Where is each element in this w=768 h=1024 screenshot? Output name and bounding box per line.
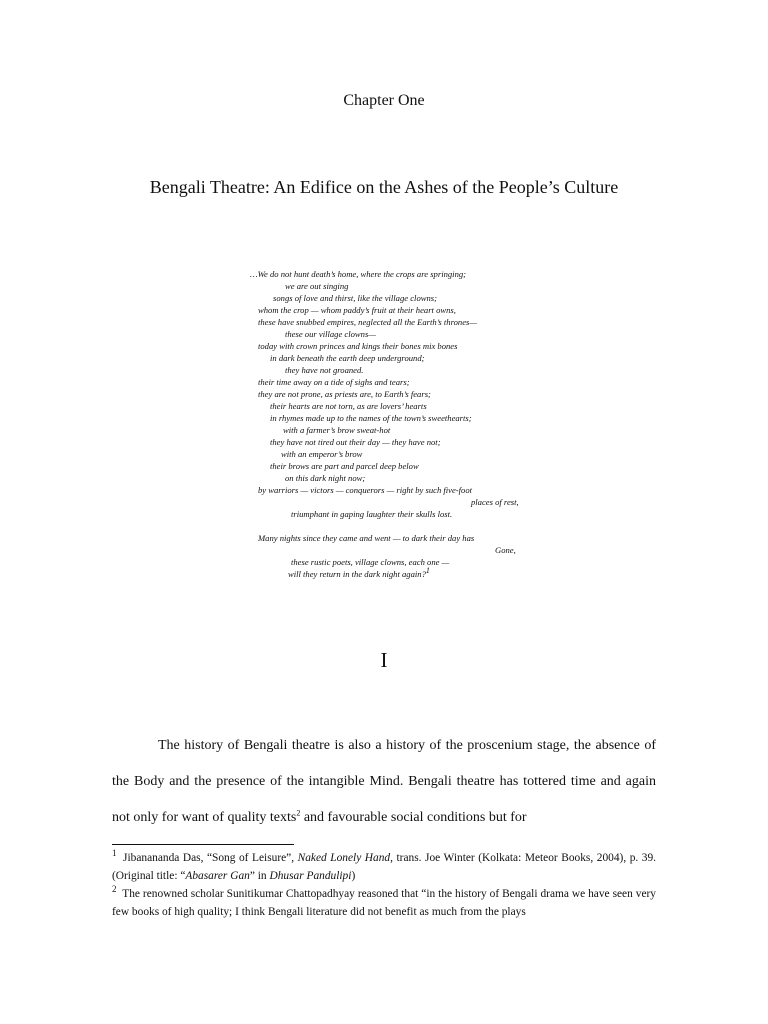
footnote-text: )	[351, 870, 356, 882]
paragraph-text-continued: and favourable social conditions but for	[300, 810, 527, 825]
poem-line: Many nights since they came and went — to dark their day has	[258, 533, 475, 543]
poem-line: places of rest,	[471, 497, 519, 507]
poem-line-last	[288, 568, 430, 580]
footnote-collection-title: Dhusar Pandulipi	[269, 870, 352, 882]
poem-line: these our village clowns—	[285, 329, 376, 339]
footnote-text: , trans. Joe Winter (Kolkata: Meteor Books, 2004), p. 39. (Original title: “	[112, 852, 657, 882]
footnote-ref[interactable]: 1	[425, 566, 430, 576]
poem-line: by warriors — victors — conquerors — right by such five-foot	[258, 485, 473, 495]
body-text	[112, 728, 656, 836]
poem-line: songs of love and thirst, like the village clowns;	[273, 293, 437, 303]
footnote	[112, 849, 656, 885]
footnote-original-title: Abasarer Gan	[185, 870, 250, 882]
poem-line: they are not prone, as priests are, to Earth’s fears;	[258, 389, 431, 399]
poem-line: with an emperor’s brow	[281, 449, 363, 459]
paragraph	[112, 728, 656, 836]
footnote	[112, 885, 656, 921]
footnote-ref[interactable]: 2	[296, 808, 301, 818]
poem-line: their time away on a tide of sighs and tears;	[258, 377, 410, 387]
paragraph-text: The history of Bengali theatre is also a history of the proscenium stage, the absence of the Body and the presence of the intangible Mind. Bengali theatre has tottered time and again not only for want of quality texts	[112, 738, 656, 825]
poem-line: they have not tired out their day — they have not;	[270, 437, 441, 447]
poem-line: these rustic poets, village clowns, each one —	[291, 557, 450, 567]
footnote-text: Jibanananda Das, “Song of Leisure”,	[119, 852, 298, 864]
poem-line: Gone,	[495, 545, 516, 555]
chapter-title: Bengali Theatre: An Edifice on the Ashes of the People’s Culture	[149, 177, 619, 197]
poem-line: with a farmer’s brow sweat-hot	[283, 425, 391, 435]
poem-line: whom the crop — whom paddy’s fruit at their heart owns,	[258, 305, 456, 315]
footnote-text: ” in	[249, 870, 270, 882]
chapter-label: Chapter One	[343, 92, 425, 109]
footnote-number: 1	[112, 848, 117, 859]
poem-line: triumphant in gaping laughter their skulls lost.	[291, 509, 453, 519]
poem-line: their hearts are not torn, as are lovers’ hearts	[270, 401, 427, 411]
poem-line: these have snubbed empires, neglected all the Earth’s thrones—	[258, 317, 478, 327]
poem-line: in rhymes made up to the names of the town’s sweethearts;	[270, 413, 472, 423]
poem-line: on this dark night now;	[285, 473, 366, 483]
poem-line-text: will they return in the dark night again?	[288, 569, 426, 579]
poem-line: today with crown princes and kings their bones mix bones	[258, 341, 458, 351]
footnote-text: The renowned scholar Sunitikumar Chattopadhyay reasoned that “in the history of Bengali drama we have seen very few books of high quality; I think Bengali literature did not benefit as much from the plays	[112, 888, 656, 918]
poem-line: in dark beneath the earth deep underground;	[270, 353, 425, 363]
section-number: I	[380, 648, 388, 672]
poem-line: …We do not hunt death’s home, where the crops are springing;	[250, 269, 467, 279]
poem-line: their brows are part and parcel deep below	[270, 461, 419, 471]
footnote-number: 2	[112, 884, 117, 895]
footnote-separator	[112, 844, 294, 845]
footnote-book-title: Naked Lonely Hand	[297, 852, 391, 864]
poem-line: we are out singing	[285, 281, 349, 291]
poem-line: they have not groaned.	[285, 365, 364, 375]
footnotes	[112, 849, 656, 921]
